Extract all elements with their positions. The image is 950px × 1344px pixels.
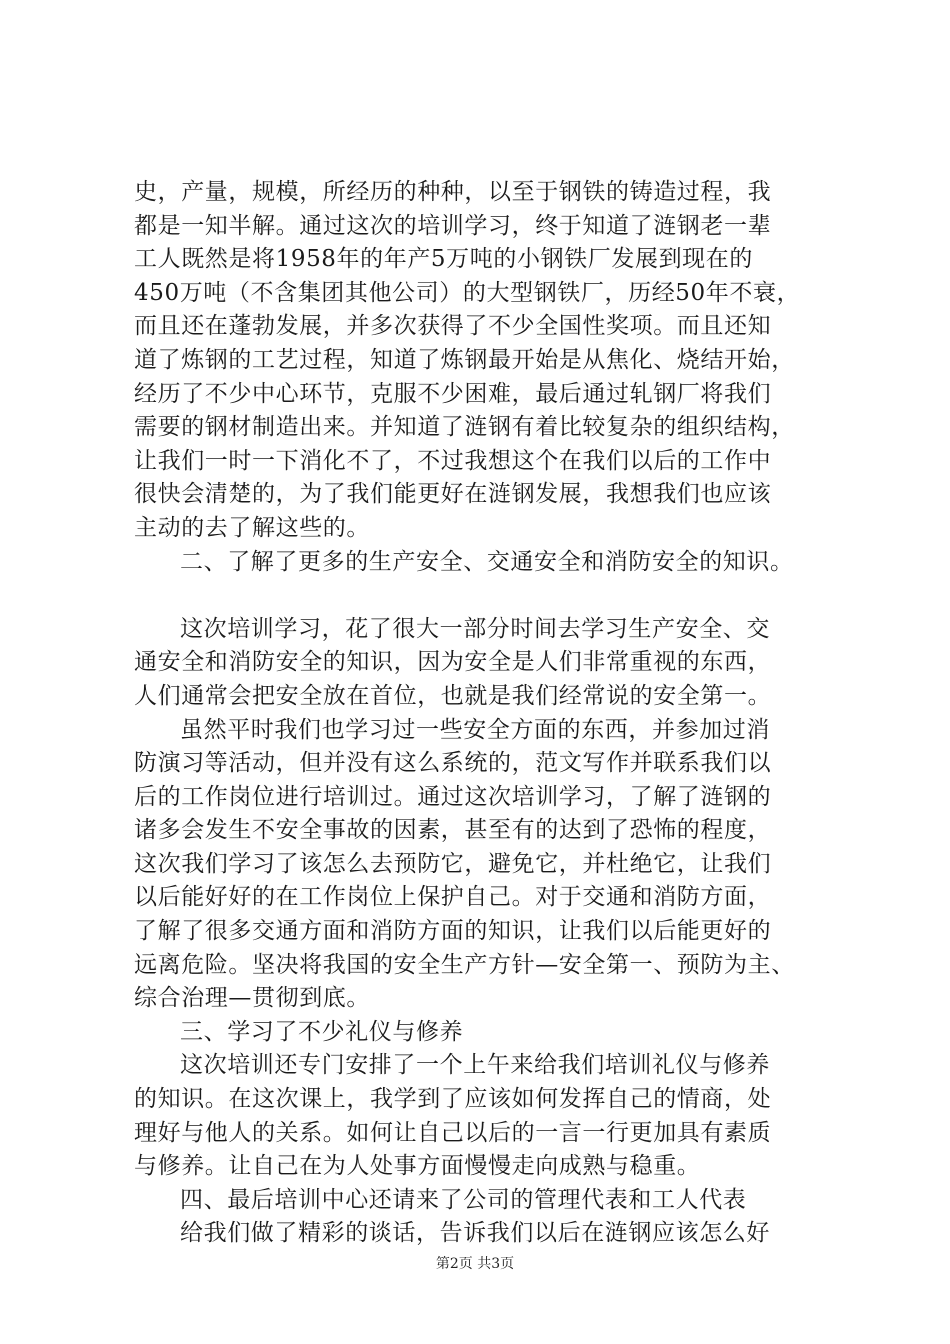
text-line: 防演习等活动，但并没有这么系统的，范文写作并联系我们以 (134, 750, 772, 777)
text-line: 给我们做了精彩的谈话，告诉我们以后在涟钢应该怎么好 (180, 1220, 770, 1247)
text-line: 的知识。在这次课上，我学到了应该如何发挥自己的情商，处 (134, 1086, 772, 1113)
text-line: 了解了很多交通方面和消防方面的知识，让我们以后能更好的 (134, 918, 772, 945)
text-line: 理好与他人的关系。如何让自己以后的一言一行更加具有素质 (134, 1119, 772, 1146)
text-line: 诸多会发生不安全事故的因素，甚至有的达到了恐怖的程度， (134, 817, 772, 844)
text-line: 综合治理—贯彻到底。 (134, 985, 370, 1012)
text-line: 经历了不少中心环节，克服不少困难，最后通过轧钢厂将我们 (134, 380, 772, 407)
text-line: 远离危险。坚决将我国的安全生产方针—安全第一、预防为主、 (134, 951, 795, 978)
text-line: 主动的去了解这些的。 (134, 514, 370, 541)
text-line: 这次培训还专门安排了一个上午来给我们培训礼仪与修养 (180, 1052, 770, 1079)
text-line: 虽然平时我们也学习过一些安全方面的东西，并参加过消 (180, 716, 770, 743)
blank-line (134, 579, 844, 613)
text-line: 工人既然是将1958年的年产5万吨的小钢铁厂发展到现在的 (134, 246, 753, 273)
text-line: 通安全和消防安全的知识，因为安全是人们非常重视的东西， (134, 649, 772, 676)
text-line: 人们通常会把安全放在首位，也就是我们经常说的安全第一。 (134, 682, 772, 709)
text-line: 这次我们学习了该怎么去预防它，避免它，并杜绝它，让我们 (134, 850, 772, 877)
section-heading-3: 三、学习了不少礼仪与修养 (180, 1018, 464, 1045)
section-heading-4: 四、最后培训中心还请来了公司的管理代表和工人代表 (180, 1186, 747, 1213)
text-line: 让我们一时一下消化不了，不过我想这个在我们以后的工作中 (134, 447, 772, 474)
section-heading-2: 二、了解了更多的生产安全、交通安全和消防安全的知识。 (180, 548, 794, 575)
text-line: 道了炼钢的工艺过程，知道了炼钢最开始是从焦化、烧结开始， (134, 346, 795, 373)
text-line: 以后能好好的在工作岗位上保护自己。对于交通和消防方面， (134, 884, 772, 911)
text-line: 450万吨（不含集团其他公司）的大型钢铁厂，历经50年不衰， (134, 279, 801, 306)
text-line: 史，产量，规模，所经历的种种，以至于钢铁的铸造过程，我 (134, 179, 772, 205)
text-line: 后的工作岗位进行培训过。通过这次培训学习，了解了涟钢的 (134, 783, 772, 810)
text-line: 都是一知半解。通过这次的培训学习，终于知道了涟钢老一辈 (134, 212, 772, 239)
text-line: 需要的钢材制造出来。并知道了涟钢有着比较复杂的组织结构， (134, 414, 795, 441)
page-footer (0, 1253, 950, 1273)
text-line: 这次培训学习，花了很大一部分时间去学习生产安全、交 (180, 615, 770, 642)
text-line: 与修养。让自己在为人处事方面慢慢走向成熟与稳重。 (134, 1153, 701, 1180)
document-body (134, 176, 844, 1251)
page-total: 共3页 (477, 1256, 515, 1272)
text-line: 很快会清楚的，为了我们能更好在涟钢发展，我想我们也应该 (134, 481, 772, 508)
page-number: 第2页 (435, 1256, 473, 1272)
text-line: 而且还在蓬勃发展，并多次获得了不少全国性奖项。而且还知 (134, 313, 772, 340)
